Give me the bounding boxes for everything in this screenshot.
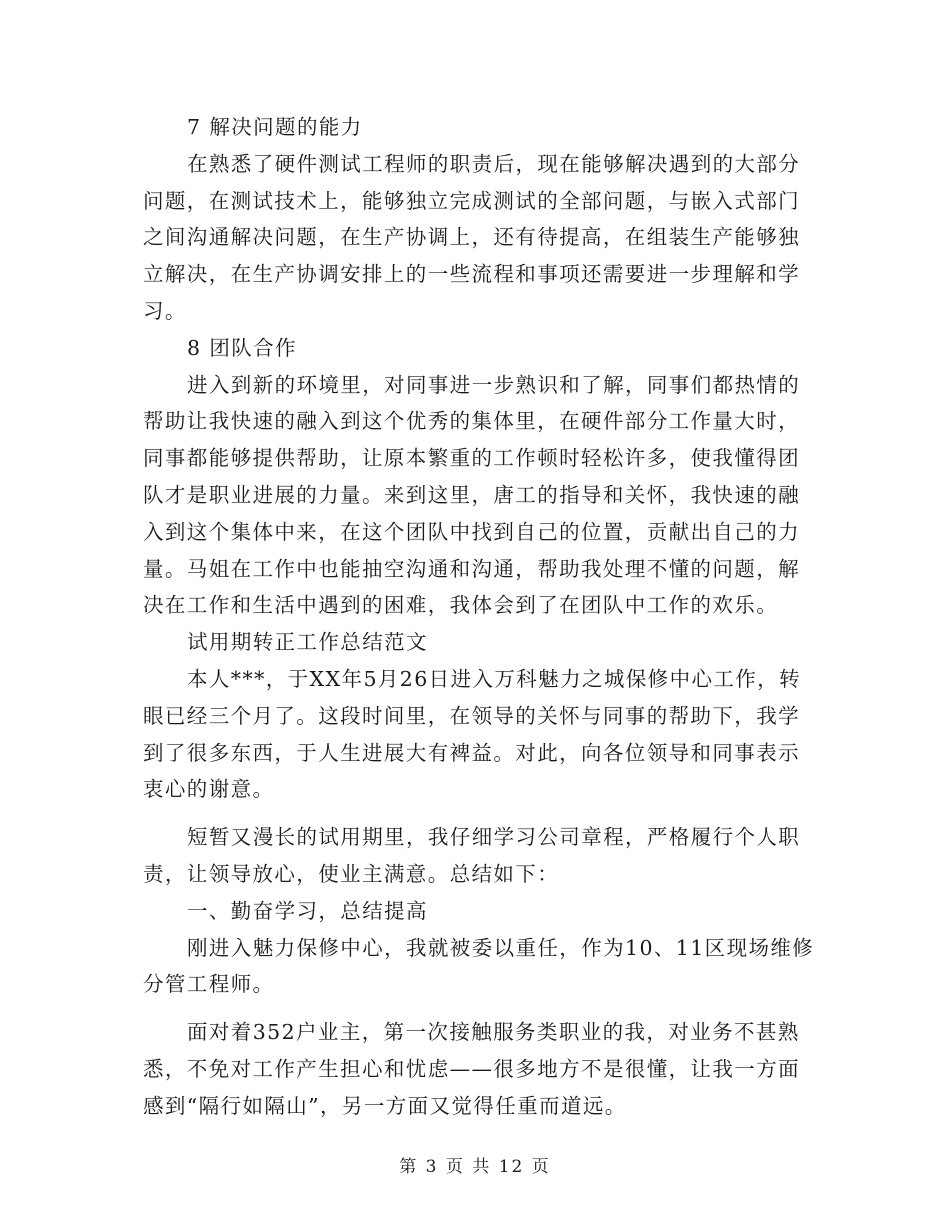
text-line: 立解决，在生产协调安排上的一些流程和事项还需要进一步理解和学 [143,262,800,287]
page-footer: 第 3 页 共 12 页 [399,1157,551,1177]
text-line: 面对着352户业主，第一次接触服务类职业的我，对业务不甚熟 [187,1020,800,1045]
text-line: 一、勤奋学习，总结提高 [187,898,428,923]
text-line: 试用期转正工作总结范文 [187,630,428,655]
text-line: 问题，在测试技术上，能够独立完成测试的全部问题，与嵌入式部门 [143,188,800,213]
paragraph-spacer [143,808,808,819]
text-line: 到了很多东西，于人生进展大有裨益。对此，向各位领导和同事表示 [143,740,800,765]
text-line: 感到“隔行如隔山”，另一方面又觉得任重而道远。 [143,1093,627,1118]
text-line: 队才是职业进展的力量。来到这里，唐工的指导和关怀，我快速的融 [143,482,800,507]
text-line: 习。 [143,298,187,323]
text-line: 量。马姐在工作中也能抽空沟通和沟通，帮助我处理不懂的问题，解 [143,556,800,581]
text-line: 刚进入魅力保修中心，我就被委以重任，作为10、11区现场维修 [187,935,815,960]
text-line: 责，让领导放心，使业主满意。总结如下： [143,861,560,886]
text-line: 7 解决问题的能力 [187,115,363,139]
text-line: 8 团队合作 [187,335,297,360]
text-line: 同事都能够提供帮助，让原本繁重的工作顿时轻松许多，使我懂得团 [143,446,800,471]
text-line: 入到这个集体中来，在这个团队中找到自己的位置，贡献出自己的力 [143,519,800,544]
text-line: 悉，不免对工作产生担心和忧虑——很多地方不是很懂，让我一方面 [143,1056,800,1081]
text-line: 之间沟通解决问题，在生产协调上，还有待提高，在组装生产能够独 [143,225,800,250]
text-line: 进入到新的环境里，对同事进一步熟识和了解，同事们都热情的 [187,372,801,397]
text-line: 衷心的谢意。 [143,777,275,802]
text-line: 短暂又漫长的试用期里，我仔细学习公司章程，严格履行个人职 [187,825,801,850]
text-line: 决在工作和生活中遇到的困难，我体会到了在团队中工作的欢乐。 [143,593,779,618]
paragraph-spacer [143,1003,808,1014]
document-body [143,109,815,1125]
text-line: 分管工程师。 [143,972,275,997]
text-line: 帮助让我快速的融入到这个优秀的集体里，在硬件部分工作量大时， [143,409,800,434]
text-line: 眼已经三个月了。这段时间里，在领导的关怀与同事的帮助下，我学 [143,703,800,728]
text-line: 在熟悉了硬件测试工程师的职责后，现在能够解决遇到的大部分 [187,151,801,176]
text-line: 本人***，于XX年5月26日进入万科魅力之城保修中心工作，转 [187,666,801,691]
